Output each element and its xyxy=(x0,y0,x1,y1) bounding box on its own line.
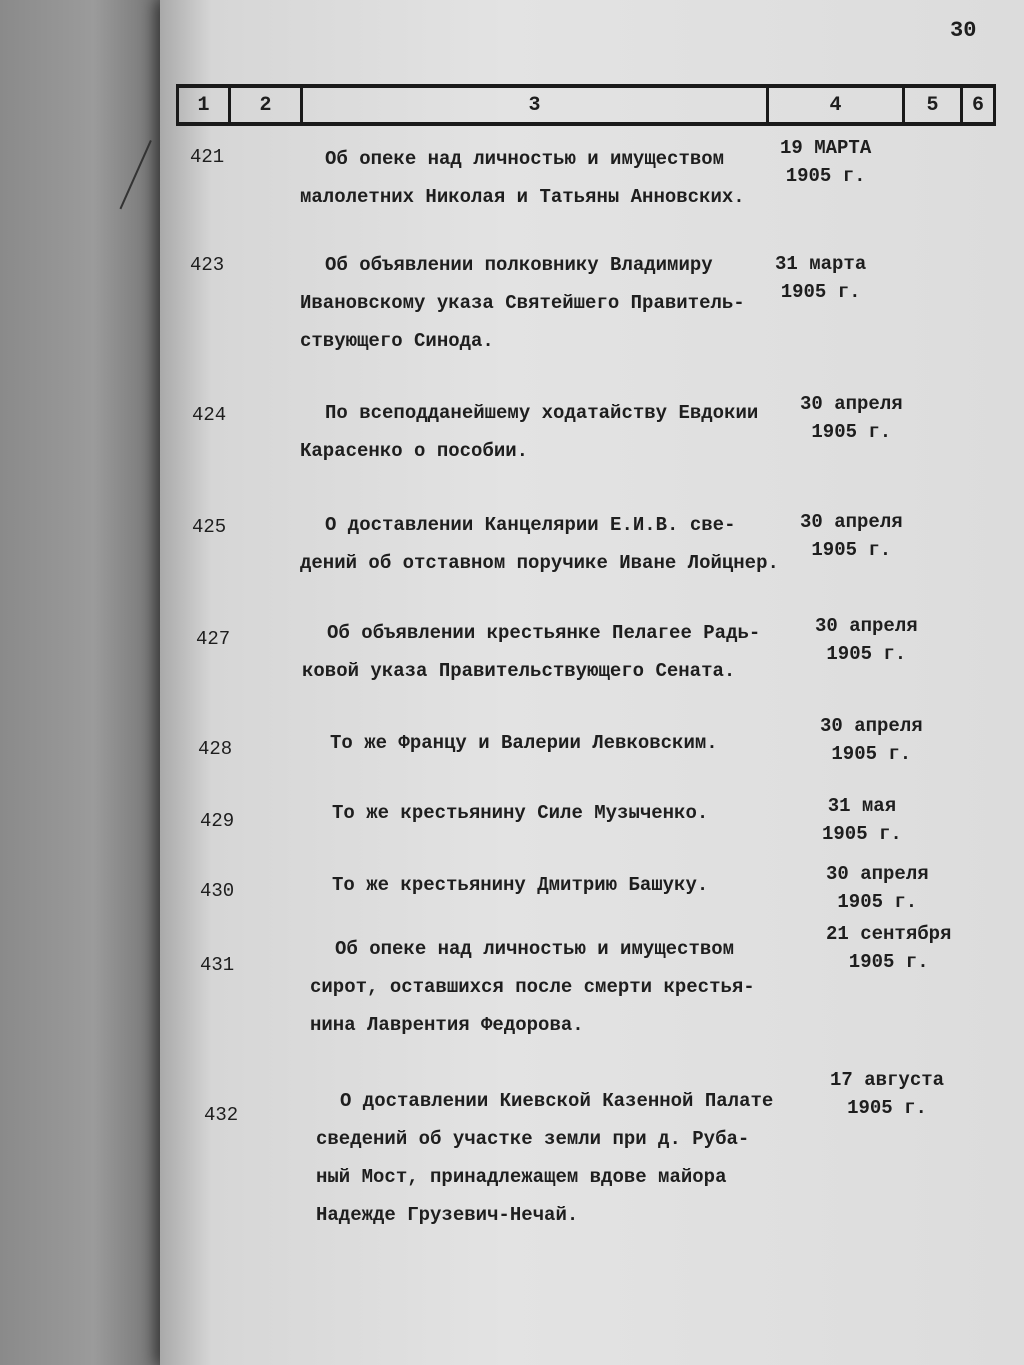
case-number: 427 xyxy=(196,628,231,650)
case-date xyxy=(780,134,871,190)
case-title xyxy=(330,724,718,762)
title-line: То же крестьянину Дмитрию Башуку. xyxy=(332,874,709,896)
case-date xyxy=(775,250,866,306)
case-number: 424 xyxy=(192,404,227,426)
case-number: 432 xyxy=(204,1104,239,1126)
case-date xyxy=(820,712,923,768)
column-header-5: 5 xyxy=(902,88,960,122)
case-date xyxy=(826,860,929,916)
case-date xyxy=(830,1066,944,1122)
date-day: 19 МАРТА xyxy=(780,137,872,159)
case-title xyxy=(300,506,779,582)
column-header-6: 6 xyxy=(960,88,996,122)
date-year: 1905 г. xyxy=(811,539,892,561)
date-day: 30 апреля xyxy=(826,863,929,885)
case-title xyxy=(300,246,745,360)
date-year: 1905 г. xyxy=(780,281,861,303)
case-title xyxy=(302,614,760,690)
case-number: 423 xyxy=(190,254,225,276)
date-day: 31 мая xyxy=(827,795,897,817)
case-number: 430 xyxy=(200,880,235,902)
title-line: сведений об участке земли при д. Руба- xyxy=(316,1128,750,1150)
date-year: 1905 г. xyxy=(811,421,892,443)
case-number: 425 xyxy=(192,516,227,538)
title-line: О доставлении Канцелярии Е.И.В. све- xyxy=(325,514,736,536)
title-line: То же крестьянину Силе Музыченко. xyxy=(332,802,709,824)
title-line: Карасенко о пособии. xyxy=(300,440,529,462)
case-title xyxy=(310,930,755,1044)
case-title xyxy=(332,794,708,832)
date-year: 1905 г. xyxy=(822,823,902,845)
title-line: ствующего Синода. xyxy=(300,330,494,352)
date-day: 17 августа xyxy=(830,1069,945,1091)
case-number: 431 xyxy=(200,954,235,976)
case-date xyxy=(800,390,903,446)
case-date xyxy=(800,508,903,564)
date-year: 1905 г. xyxy=(848,951,929,973)
title-line: сирот, оставшихся после смерти крестья- xyxy=(310,976,755,998)
case-date xyxy=(815,612,918,668)
title-line: Ивановскому указа Святейшего Правитель- xyxy=(300,292,745,314)
column-header-1: 1 xyxy=(176,88,228,122)
date-day: 31 марта xyxy=(775,253,867,275)
case-date xyxy=(826,920,951,976)
date-year: 1905 г. xyxy=(837,891,918,913)
column-header-3: 3 xyxy=(300,88,766,122)
case-title xyxy=(300,140,745,216)
column-header-4: 4 xyxy=(766,88,902,122)
date-year: 1905 г. xyxy=(847,1097,927,1119)
title-line: ковой указа Правительствующего Сената. xyxy=(302,660,736,682)
table-header xyxy=(176,84,996,126)
case-number: 421 xyxy=(190,146,225,168)
title-line: Об объявлении полковнику Владимиру xyxy=(325,254,713,276)
book-spine xyxy=(0,0,170,1365)
case-title xyxy=(332,866,708,904)
title-line: Об опеке над личностью и имуществом xyxy=(325,148,725,170)
title-line: О доставлении Киевской Казенной Палате xyxy=(340,1090,774,1112)
date-day: 30 апреля xyxy=(800,511,903,533)
title-line: малолетних Николая и Татьяны Анновских. xyxy=(300,186,745,208)
title-line: То же Францу и Валерии Левковским. xyxy=(330,732,718,754)
case-title xyxy=(300,394,758,470)
date-year: 1905 г. xyxy=(785,165,866,187)
title-line: По всеподданейшему ходатайству Евдокии xyxy=(325,402,759,424)
title-line: Об объявлении крестьянке Пелагее Радь- xyxy=(327,622,761,644)
case-title xyxy=(316,1082,773,1234)
date-day: 30 апреля xyxy=(820,715,923,737)
title-line: нина Лаврентия Федорова. xyxy=(310,1014,584,1036)
date-year: 1905 г. xyxy=(826,643,907,665)
title-line: Об опеке над личностью и имуществом xyxy=(335,938,735,960)
date-day: 30 апреля xyxy=(800,393,903,415)
title-line: Надежде Грузевич-Нечай. xyxy=(316,1204,579,1226)
case-number: 428 xyxy=(198,738,233,760)
title-line: ный Мост, принадлежащем вдове майора xyxy=(316,1166,727,1188)
case-date xyxy=(822,792,902,848)
case-number: 429 xyxy=(200,810,235,832)
date-day: 30 апреля xyxy=(815,615,918,637)
title-line: дений об отставном поручике Иване Лойцнер. xyxy=(300,552,779,574)
page-number: 30 xyxy=(950,18,977,43)
column-header-2: 2 xyxy=(228,88,300,122)
date-day: 21 сентября xyxy=(826,923,952,945)
date-year: 1905 г. xyxy=(831,743,912,765)
